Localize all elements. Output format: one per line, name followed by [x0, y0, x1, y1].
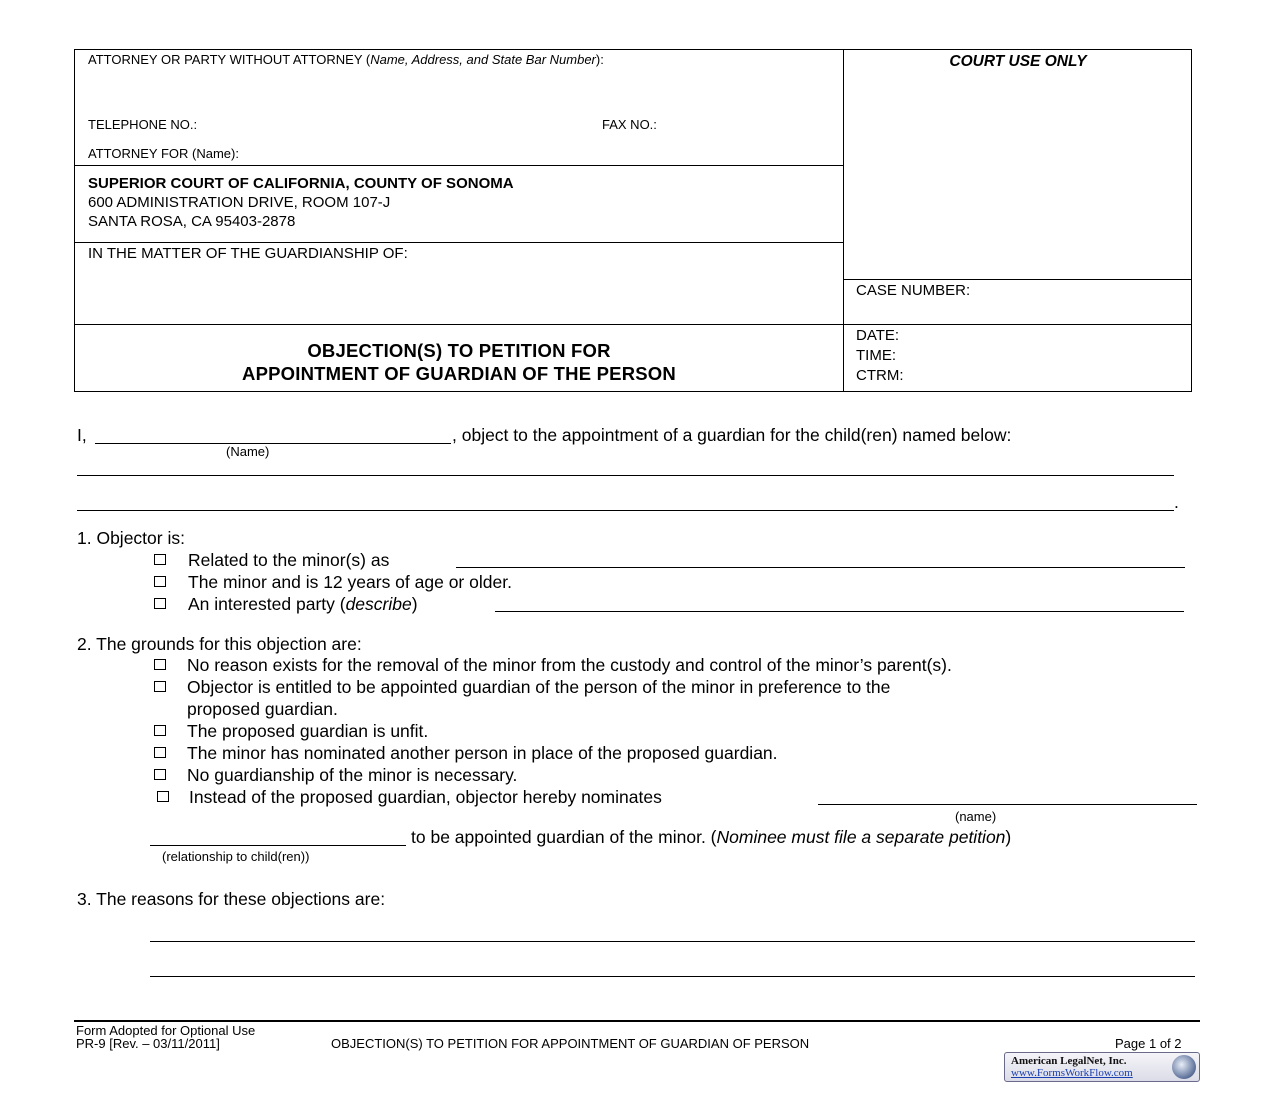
no-reason-label: No reason exists for the removal of the minor from the custody and control of the minor’s parent(s). [187, 655, 952, 675]
intro-period: . [1174, 492, 1179, 512]
form-title-line-1: OBJECTION(S) TO PETITION FOR [307, 340, 611, 361]
entitled-checkbox[interactable] [154, 681, 166, 692]
related-checkbox[interactable] [154, 554, 166, 565]
related-label: Related to the minor(s) as [188, 550, 390, 570]
nominate-checkbox[interactable] [157, 791, 169, 802]
no-reason-checkbox[interactable] [154, 659, 166, 670]
objector-name-field[interactable] [95, 443, 451, 444]
footer-adopted: Form Adopted for Optional Use [76, 1023, 256, 1038]
fax-label: FAX NO.: [602, 117, 657, 132]
divider-court [74, 242, 844, 243]
divider-case [843, 279, 1192, 280]
entitled-label: Objector is entitled to be appointed guardian of the person of the minor in preference to the [187, 677, 891, 697]
interested-party-checkbox[interactable] [154, 598, 166, 609]
footer-form-title: OBJECTION(S) TO PETITION FOR APPOINTMENT OF GUARDIAN OF PERSON [331, 1036, 810, 1051]
reasons-line-2[interactable] [150, 976, 1195, 977]
attorney-for-label: ATTORNEY FOR (Name): [88, 146, 239, 161]
nominee-name-field[interactable] [818, 804, 1197, 805]
american-legalnet-logo[interactable] [1004, 1052, 1200, 1082]
logo-url[interactable]: www.FormsWorkFlow.com [1011, 1067, 1133, 1079]
footer-form-id: PR-9 [Rev. – 03/11/2011] [76, 1036, 220, 1051]
logo-name: American LegalNet, Inc. [1011, 1055, 1127, 1067]
intro-prefix: I, [77, 425, 87, 445]
divider-attorney [74, 165, 844, 166]
section2-heading: 2. The grounds for this objection are: [77, 634, 362, 654]
unfit-checkbox[interactable] [154, 725, 166, 736]
entitled-label-cont: proposed guardian. [187, 699, 338, 719]
telephone-label: TELEPHONE NO.: [88, 117, 198, 132]
minor-checkbox[interactable] [154, 576, 166, 587]
section3-heading: 3. The reasons for these objections are: [77, 889, 386, 909]
unfit-label: The proposed guardian is unfit. [187, 721, 429, 741]
related-field[interactable] [456, 567, 1185, 568]
nominated-label: The minor has nominated another person in place of the proposed guardian. [187, 743, 778, 763]
relationship-field[interactable] [150, 845, 406, 846]
minor-label: The minor and is 12 years of age or older. [188, 572, 512, 592]
case-number-label: CASE NUMBER: [856, 282, 971, 299]
attorney-label: ATTORNEY OR PARTY WITHOUT ATTORNEY (Name, Address, and State Bar Number): [88, 52, 604, 67]
nominate-label: Instead of the proposed guardian, objector hereby nominates [189, 787, 662, 807]
time-label: TIME: [856, 347, 896, 364]
name-caption: (Name) [226, 444, 270, 459]
matter-label: IN THE MATTER OF THE GUARDIANSHIP OF: [88, 245, 408, 262]
relationship-caption: (relationship to child(ren)) [162, 849, 310, 864]
court-address-1: 600 ADMINISTRATION DRIVE, ROOM 107-J [88, 194, 391, 211]
court-use-only: COURT USE ONLY [949, 53, 1087, 70]
appointed-text: to be appointed guardian of the minor. (Nominee must file a separate petition) [411, 827, 1012, 847]
nominated-checkbox[interactable] [154, 747, 166, 758]
court-name: SUPERIOR COURT OF CALIFORNIA, COUNTY OF SONOMA [88, 175, 514, 192]
nominee-name-caption: (name) [955, 809, 997, 824]
intro-suffix: , object to the appointment of a guardian for the child(ren) named below: [452, 425, 1012, 445]
children-names-line-2[interactable] [77, 510, 1174, 511]
court-address-2: SANTA ROSA, CA 95403-2878 [88, 213, 296, 230]
not-necessary-checkbox[interactable] [154, 769, 166, 780]
caption-divider [843, 49, 844, 392]
interested-party-field[interactable] [495, 611, 1184, 612]
reasons-line-1[interactable] [150, 941, 1195, 942]
ctrm-label: CTRM: [856, 367, 904, 384]
date-label: DATE: [856, 327, 900, 344]
form-title-line-2: APPOINTMENT OF GUARDIAN OF THE PERSON [242, 363, 676, 384]
children-names-line-1[interactable] [77, 475, 1174, 476]
interested-party-label: An interested party (describe) [188, 594, 418, 614]
footer-rule [74, 1020, 1200, 1022]
divider-title [74, 324, 1192, 325]
section1-heading: 1. Objector is: [77, 528, 185, 548]
globe-icon [1172, 1055, 1196, 1079]
footer-page: Page 1 of 2 [1115, 1036, 1182, 1051]
not-necessary-label: No guardianship of the minor is necessary. [187, 765, 518, 785]
